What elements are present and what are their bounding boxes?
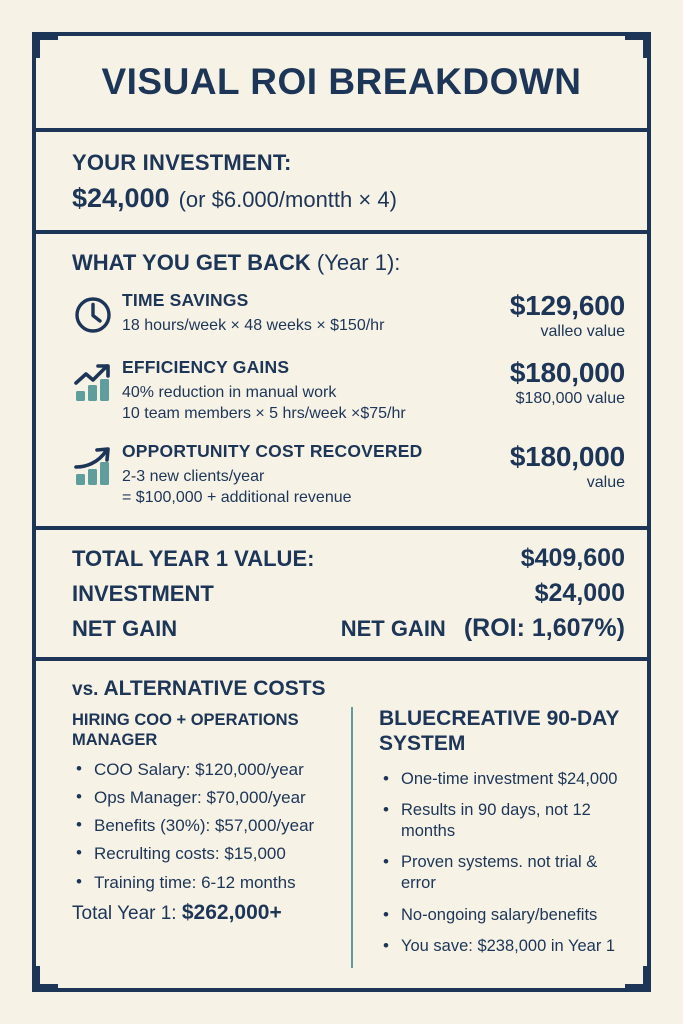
list-item: • Results in 90 days, not 12 months (379, 800, 633, 841)
alternative-costs-subheading: HIRING COO + OPERATIONS MANAGER (72, 711, 299, 749)
investment-amount: $24,000 (72, 183, 170, 213)
totals-row (72, 544, 625, 573)
totals-label: NET GAIN (72, 616, 178, 642)
benefit-detail: = $100,000 + additional revenue (122, 488, 352, 506)
benefit-detail: 2-3 new clients/year (122, 467, 265, 485)
totals-amount: $409,600 (520, 544, 625, 573)
list-item: • Recrulting costs: $15,000 (72, 843, 335, 864)
page-title: VISUAL ROI BREAKDOWN (101, 61, 582, 102)
list-item: • Proven systems. not trial & error (379, 852, 633, 893)
benefit-text (118, 357, 502, 425)
list-item: • You save: $238,000 in Year 1 (379, 936, 633, 957)
benefits-heading (72, 250, 647, 276)
benefit-title: TIME SAVINGS (122, 290, 249, 310)
bluecreative-system-list (379, 769, 633, 957)
bluecreative-system-heading: BLUECREATIVE 90-DAY SYSTEM (379, 707, 620, 755)
benefit-amount: $180,000 (509, 440, 625, 472)
benefit-detail: 40% reduction in manual work (122, 384, 337, 401)
title-section (36, 36, 647, 128)
bar-chart-zigzag-arrow-icon (72, 357, 118, 410)
benefit-value (502, 441, 625, 492)
corner-bracket-top-left (36, 36, 58, 58)
benefit-row (36, 290, 647, 341)
investment-label: YOUR INVESTMENT: (72, 150, 292, 175)
benefit-detail: 10 team members × 5 hrs/week ×$75/hr (122, 405, 406, 423)
bluecreative-system-column (351, 707, 647, 968)
alternative-costs-column (36, 677, 351, 978)
totals-amount: (ROI: 1,607%) (463, 614, 625, 643)
benefit-row (36, 441, 647, 509)
benefit-caption: valleo value (540, 323, 625, 340)
investment-line (72, 183, 647, 214)
benefit-text (118, 441, 502, 509)
corner-bracket-bottom-left (36, 966, 58, 988)
alternative-costs-total-label: Total Year 1: (72, 902, 177, 924)
benefit-caption: $180,000 value (515, 390, 625, 407)
benefit-detail: 18 hours/week × 48 weeks × $150/hr (122, 317, 385, 334)
alternative-costs-heading-rest: ALTERNATIVE COSTS (103, 677, 326, 701)
benefit-amount: $180,000 (509, 357, 625, 388)
corner-bracket-top-right (625, 36, 647, 58)
alternative-costs-heading (72, 677, 335, 701)
list-item: • Benefits (30%): $57,000/year (72, 815, 335, 836)
totals-label: INVESTMENT (72, 581, 214, 607)
benefit-title: EFFICIENCY GAINS (122, 357, 290, 377)
benefit-row (36, 357, 647, 425)
totals-section (36, 526, 647, 657)
list-item: • COO Salary: $120,000/year (72, 759, 335, 780)
benefits-heading-regular: (Year 1): (316, 250, 401, 275)
list-item: • Training time: 6-12 months (72, 872, 335, 893)
benefit-title: OPPORTUNITY COST RECOVERED (122, 440, 423, 461)
alternative-costs-list (72, 759, 335, 893)
alternative-costs-total-value: $262,000+ (181, 900, 282, 924)
corner-bracket-bottom-right (625, 966, 647, 988)
alternative-costs-total (72, 901, 335, 925)
benefit-value (502, 357, 625, 408)
benefit-caption: value (586, 473, 625, 491)
totals-midlabel: NET GAIN (340, 616, 446, 642)
investment-section (36, 128, 647, 230)
poster-frame (32, 32, 651, 992)
comparison-section (36, 657, 647, 988)
totals-amount: $24,000 (534, 579, 625, 608)
bar-chart-curved-arrow-icon (72, 441, 118, 494)
totals-row (72, 579, 625, 608)
list-item: • Ops Manager: $70,000/year (72, 787, 335, 808)
benefits-section (36, 230, 647, 526)
list-item: • One-time investment $24,000 (379, 769, 633, 790)
investment-note: (or $6.000/montth × 4) (178, 187, 397, 212)
clock-icon (72, 290, 118, 341)
benefits-heading-bold: WHAT YOU GET BACK (72, 250, 311, 275)
totals-row (72, 614, 625, 643)
benefit-value (502, 290, 625, 341)
alternative-costs-heading-vs: vs. (72, 679, 99, 701)
list-item: • No-ongoing salary/benefits (379, 905, 633, 926)
benefit-text (118, 290, 502, 336)
totals-label: TOTAL YEAR 1 VALUE: (72, 546, 315, 572)
benefit-amount: $129,600 (509, 290, 625, 321)
